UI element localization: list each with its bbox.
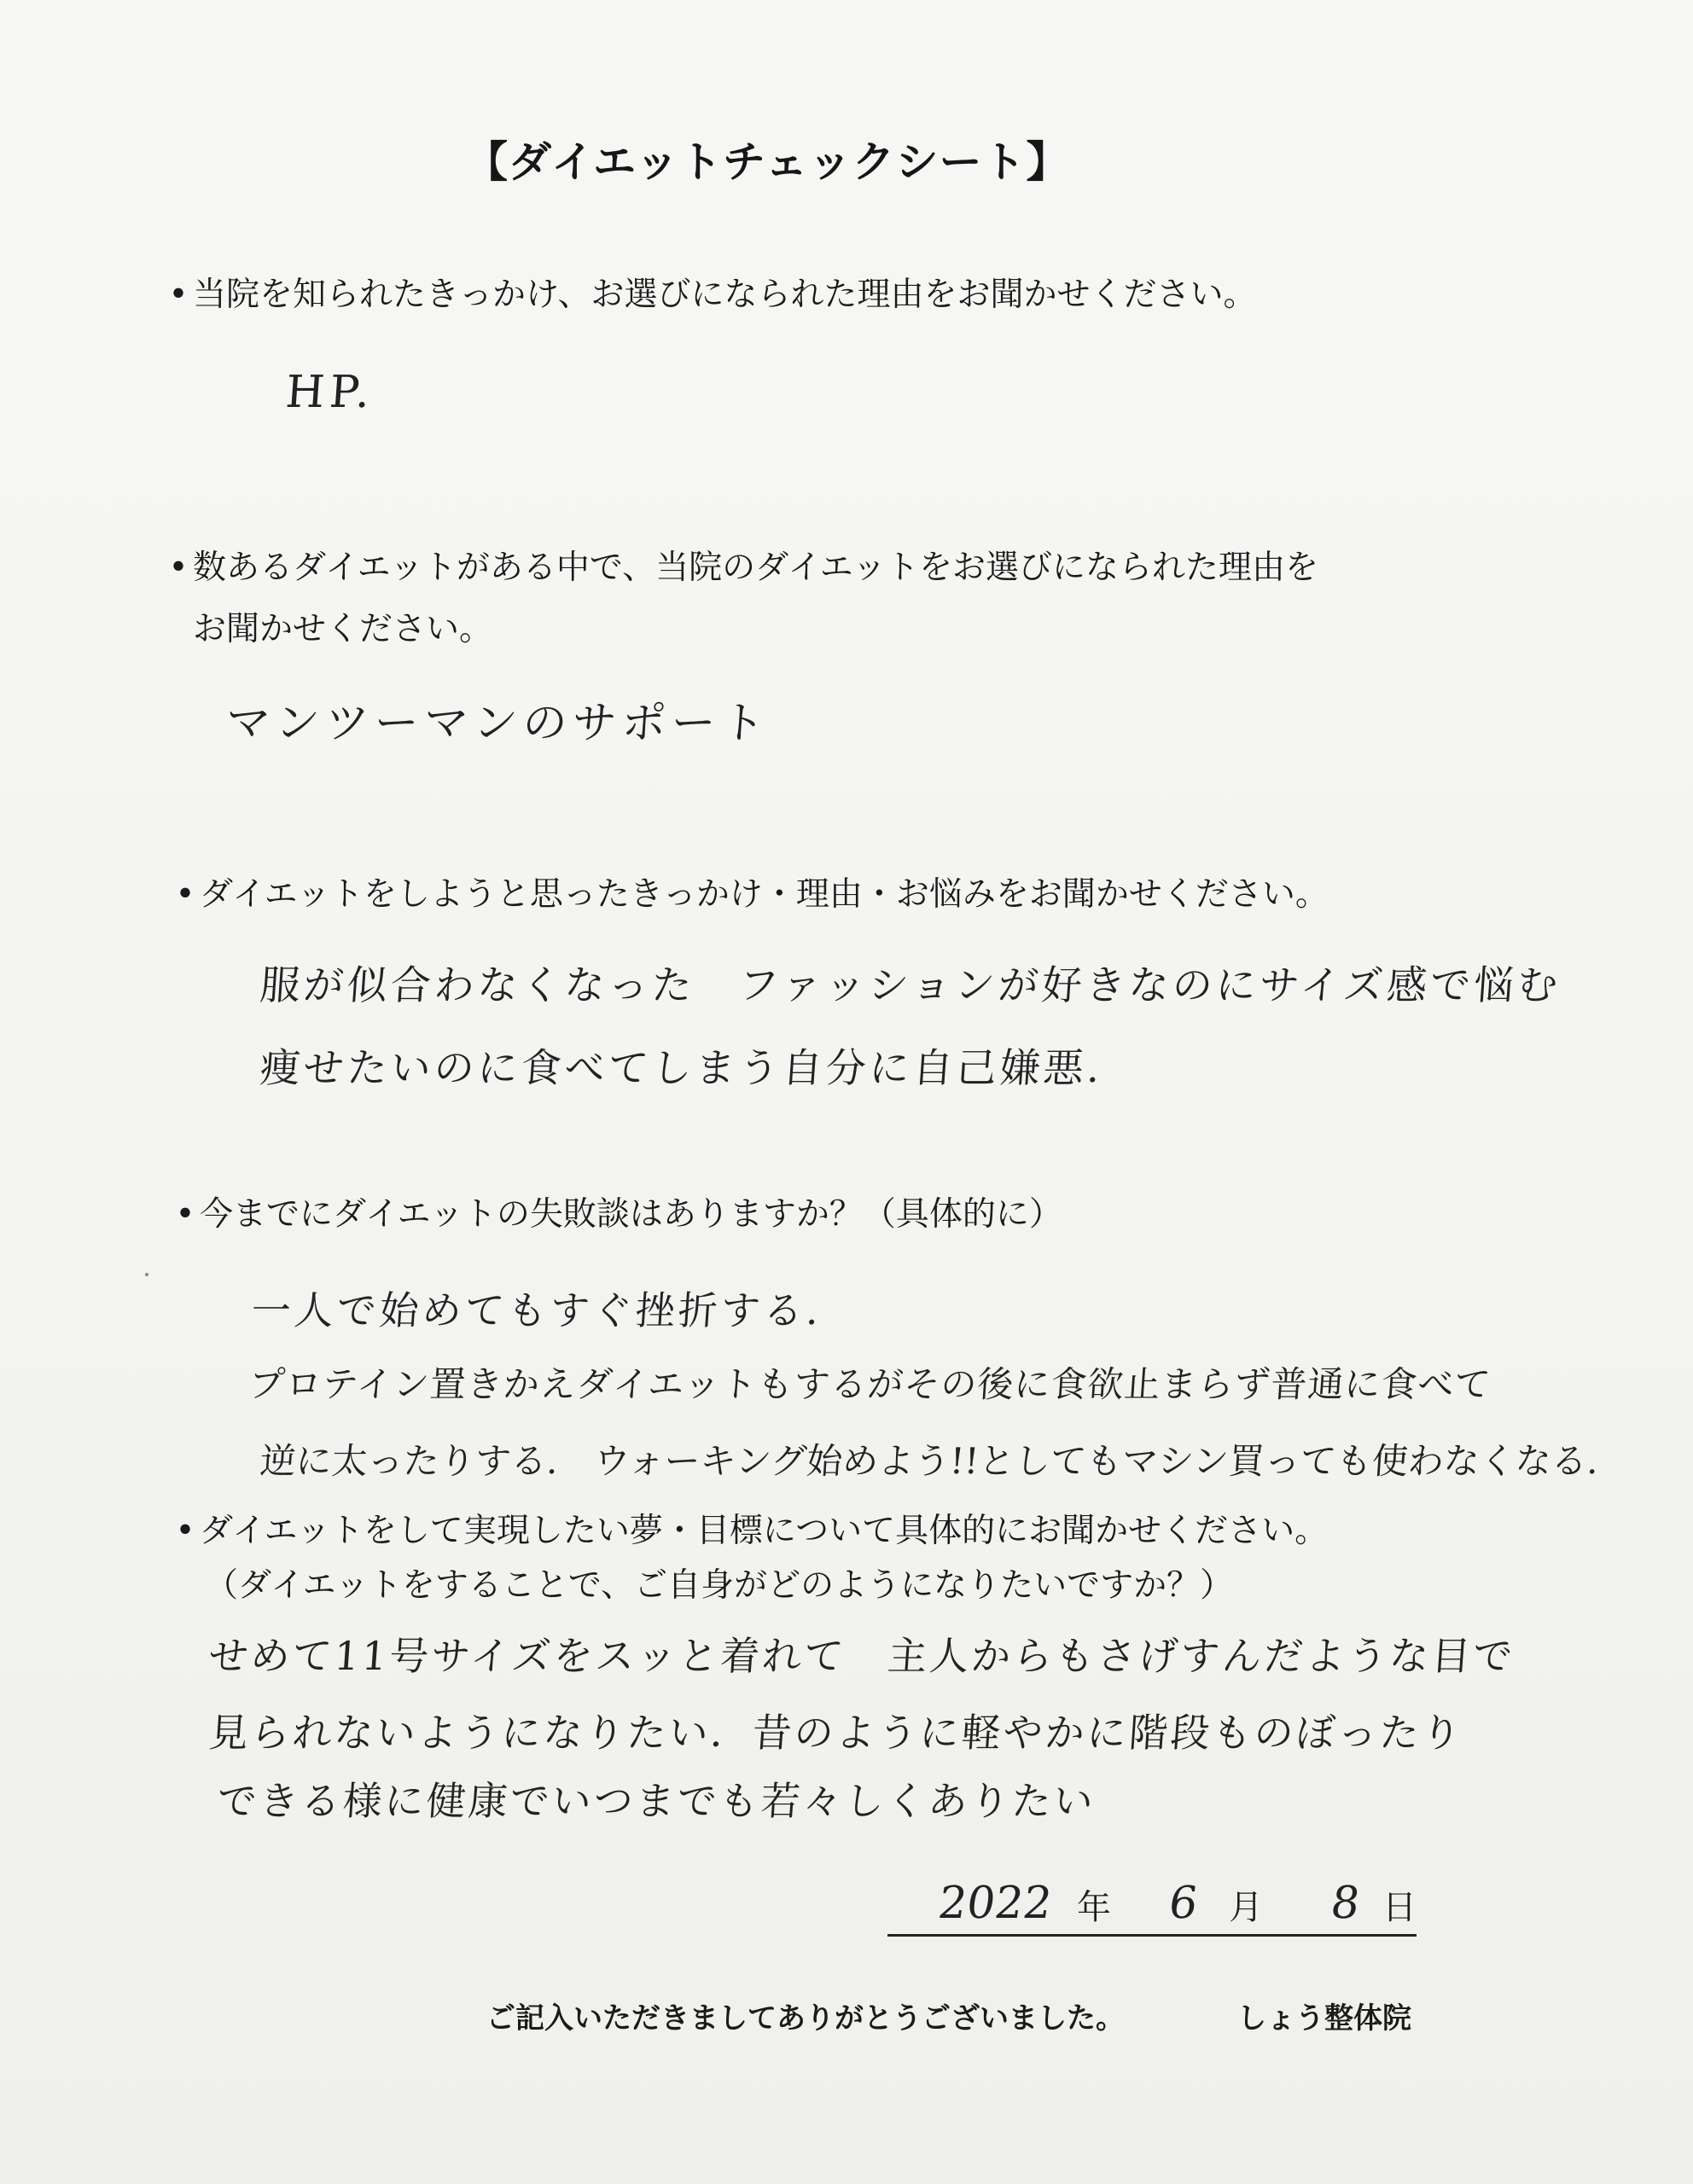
question-5-text-line-1: ダイエットをして実現したい夢・目標について具体的にお聞かせください。 xyxy=(200,1512,1329,1550)
question-5-text-line-2: （ダイエットをすることで、ご自身がどのようになりたいですか？） xyxy=(205,1566,1234,1605)
question-bullet: • xyxy=(168,549,189,587)
question-3 xyxy=(171,864,1329,926)
date-year-label: 年 xyxy=(1077,1888,1111,1927)
paper-speck xyxy=(145,1273,148,1276)
answer-5-line-3: できる様に健康でいつまでも若々しくありたい xyxy=(215,1778,1097,1824)
answer-3-line-2: 痩せたいのに食べてしまう自分に自己嫌悪. xyxy=(258,1045,1105,1092)
date-year: 2022 xyxy=(934,1878,1056,1929)
answer-4-line-3: 逆に太ったりする. ウォーキング始めよう!!としてもマシン買っても使わなくなる. xyxy=(259,1440,1601,1482)
footer-clinic-name: しょう整体院 xyxy=(1237,2001,1411,2036)
question-5 xyxy=(171,1504,1328,1613)
answer-1-line-1: HP. xyxy=(283,367,377,418)
question-4 xyxy=(171,1184,1062,1246)
question-1-text: 当院を知られたきっかけ、お選びになられた理由をお聞かせください。 xyxy=(193,276,1257,314)
sheet-title: 【ダイエットチェックシート】 xyxy=(465,137,1070,187)
date-month-label: 月 xyxy=(1229,1888,1263,1927)
question-2-text-line-2: お聞かせください。 xyxy=(193,610,493,648)
date-month: 6 xyxy=(1165,1878,1201,1929)
answer-5-line-2: 見られないようになりたい．昔のように軽やかに階段ものぼったり xyxy=(207,1710,1465,1756)
question-bullet: • xyxy=(175,875,195,914)
answer-2-line-1: マンツーマンのサポート xyxy=(224,698,772,749)
question-3-text: ダイエットをしようと思ったきっかけ・理由・お悩みをお聞かせください。 xyxy=(200,875,1329,914)
date-day: 8 xyxy=(1327,1878,1364,1929)
answer-4-line-1: 一人で始めてもすぐ挫折する. xyxy=(249,1287,824,1333)
answer-4-line-2: プロテイン置きかえダイエットもするがその後に食欲止まらず普通に食べて xyxy=(247,1363,1493,1405)
footer-thanks: ご記入いただきましてありがとうございました。 xyxy=(486,2001,1125,2036)
date-field xyxy=(887,1878,1417,1937)
question-4-text: 今までにダイエットの失敗談はありますか？（具体的に） xyxy=(200,1195,1062,1234)
date-day-label: 日 xyxy=(1382,1888,1417,1927)
answer-3-line-1: 服が似合わなくなった ファッションが好きなのにサイズ感で悩む xyxy=(258,962,1563,1009)
question-bullet: • xyxy=(175,1195,195,1234)
question-1 xyxy=(164,264,1256,326)
question-bullet: • xyxy=(168,276,189,314)
question-bullet: • xyxy=(175,1512,195,1550)
question-2 xyxy=(164,537,1318,660)
answer-5-line-1: せめて11号サイズをスッと着れて 主人からもさげすんだような目で xyxy=(207,1633,1517,1679)
question-2-text-line-1: 数あるダイエットがある中で、当院のダイエットをお選びになられた理由を xyxy=(193,549,1318,587)
